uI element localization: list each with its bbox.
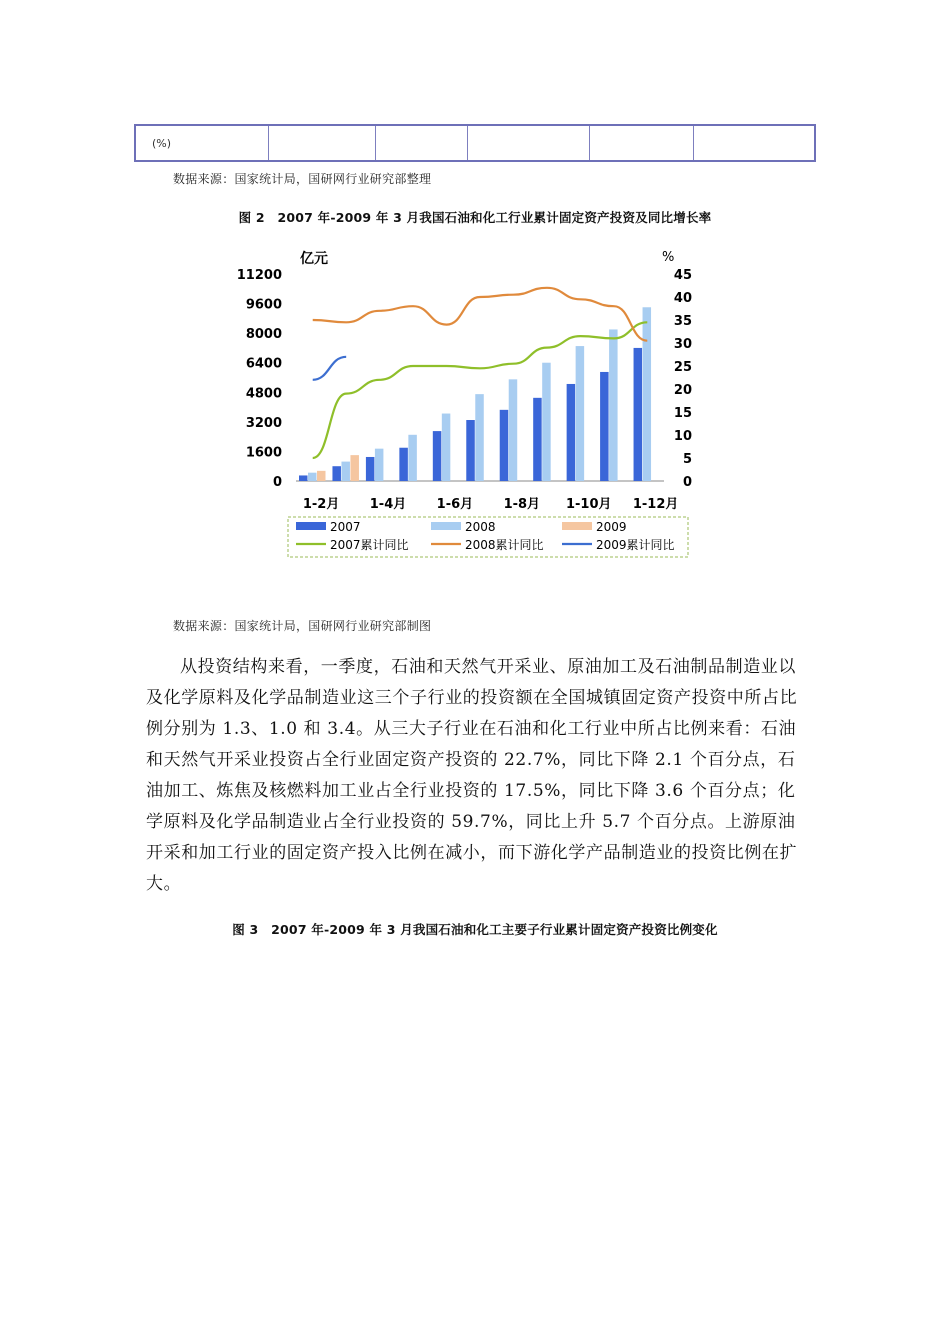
bar-2008 [308, 473, 317, 481]
bar-2007 [600, 372, 609, 481]
right-tick-label: 30 [673, 337, 692, 352]
bar-2008 [442, 414, 451, 481]
bar-2007 [634, 348, 643, 481]
figure-caption: 图 2 2007 年-2009 年 3 月我国石油和化工行业累计固定资产投资及同比增长率 [238, 210, 712, 225]
x-tick-label: 1-2月 [302, 497, 340, 512]
bar-2007 [433, 431, 442, 481]
x-tick-label: 1-4月 [369, 497, 407, 512]
right-tick-label: 0 [682, 475, 692, 490]
right-tick-label: 10 [673, 429, 692, 444]
bar-2007 [366, 457, 375, 481]
left-tick-label: 1600 [245, 445, 282, 461]
bar-2008 [609, 329, 618, 481]
legend-label: 2007累计同比 [330, 538, 409, 552]
legend-swatch [562, 522, 592, 530]
bar-2009 [317, 471, 326, 481]
table-cell [590, 125, 694, 161]
bar-2008 [643, 307, 652, 481]
bar-2008 [475, 394, 484, 481]
table-cell-unit: (%) [135, 125, 269, 161]
bar-2008 [341, 462, 350, 481]
x-tick-label: 1-10月 [565, 497, 612, 512]
x-tick-label: 1-6月 [436, 497, 474, 512]
bar-2007 [399, 448, 408, 481]
x-tick-label: 1-8月 [503, 497, 541, 512]
legend-label: 2009累计同比 [596, 538, 675, 552]
right-tick-label: 20 [673, 383, 692, 398]
data-source-note: 数据来源：国家统计局，国研网行业研究部制图 [173, 619, 432, 633]
x-tick-label: 1-12月 [632, 497, 679, 512]
bar-2008 [375, 449, 384, 481]
table-cell [468, 125, 590, 161]
bar-2007 [466, 420, 475, 481]
right-tick-label: 45 [673, 268, 692, 283]
bar-2007 [299, 475, 308, 481]
investment-chart [226, 242, 696, 562]
left-tick-label: 6400 [245, 356, 282, 372]
right-tick-label: 35 [673, 314, 692, 329]
table-cell [694, 125, 816, 161]
bar-2008 [408, 435, 417, 481]
legend-label: 2007 [330, 520, 361, 534]
left-tick-label: 11200 [236, 268, 282, 283]
table-cell [269, 125, 376, 161]
bar-2007 [332, 466, 341, 481]
legend-label: 2009 [596, 520, 627, 534]
right-tick-label: 25 [673, 360, 692, 375]
legend-label: 2008累计同比 [465, 538, 544, 552]
right-tick-label: 40 [673, 291, 692, 306]
bar-2007 [533, 398, 542, 481]
left-axis-unit: 亿元 [300, 251, 328, 267]
left-tick-label: 8000 [245, 327, 282, 343]
legend-label: 2008 [465, 520, 496, 534]
right-axis-unit: % [662, 250, 675, 265]
left-tick-label: 9600 [245, 297, 282, 313]
bar-2008 [542, 363, 551, 481]
right-tick-label: 5 [682, 452, 692, 467]
legend-swatch [296, 522, 326, 530]
body-paragraph: 从投资结构来看，一季度，石油和天然气开采业、原油加工及石油制品制造业以及化学原料及化学品制造业这三个子行业的投资额在全国城镇固定资产投资中所占比例分别为 1.3、1.0 和 3.4。从三大子行业在石油和化工行业中所占比例来看：石油和天然气开采业投资占全行业固定资产投资的 22.7%，同比下降 2.1 个百分点，石油加工、炼焦及核燃料加工业占全行业投资的 17.5%，同比下降 3.6 个百分点；化学原料及化学品制造业占全行业投资的 59.7%，同比上升 5.7 个百分点。上游原油开采和加工行业的固定资产投入比例在减小，而下游化学产品制造业的投资比例在扩大。 [146, 657, 798, 894]
left-tick-label: 3200 [245, 415, 282, 431]
bar-2007 [500, 410, 509, 481]
left-tick-label: 0 [272, 475, 282, 490]
bar-2009 [350, 455, 359, 481]
right-tick-label: 15 [673, 406, 692, 421]
bar-2007 [567, 384, 576, 481]
table-row [135, 125, 815, 161]
left-tick-label: 4800 [245, 386, 282, 402]
bar-2008 [576, 346, 585, 481]
table-cell [376, 125, 468, 161]
data-source-note: 数据来源：国家统计局，国研网行业研究部整理 [173, 172, 432, 186]
legend-swatch [431, 522, 461, 530]
data-table-fragment [134, 124, 816, 162]
figure-caption: 图 3 2007 年-2009 年 3 月我国石油和化工主要子行业累计固定资产投资比例变化 [232, 922, 718, 937]
bar-2008 [509, 379, 518, 481]
